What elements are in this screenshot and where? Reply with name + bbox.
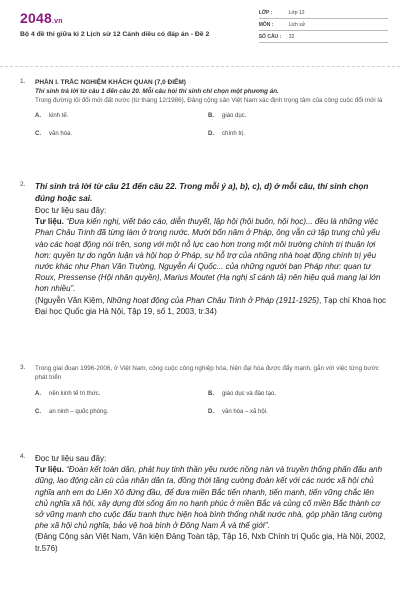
meta-value: Lớp 12 [288, 10, 305, 16]
option-b[interactable] [208, 391, 381, 409]
passage-intro: Đọc tư liệu sau đây: [35, 454, 107, 463]
page-header [0, 0, 400, 62]
meta-value: 32 [288, 34, 295, 40]
header-divider [0, 66, 400, 67]
question-3 [0, 364, 400, 453]
question-number: 4. [20, 453, 26, 460]
question-list [0, 78, 400, 554]
header-left [20, 10, 249, 62]
option-text: nền kinh tế tri thức. [49, 391, 101, 397]
question-2 [0, 181, 400, 364]
option-letter: A. [35, 113, 41, 119]
option-letter: C. [35, 409, 41, 415]
option-letter: B. [208, 391, 214, 397]
option-letter: B. [208, 113, 214, 119]
option-text: kinh tế. [49, 113, 69, 119]
source-passage [35, 464, 388, 531]
site-logo[interactable] [20, 10, 249, 26]
meta-row-class [259, 10, 388, 19]
question-number: 2. [20, 181, 26, 188]
option-a[interactable] [35, 391, 208, 409]
citation-rest: , Tạp chí Khoa học Đại học Quốc gia Hà Nội, Tập 19, số 1, 2003, tr.34) [35, 295, 387, 316]
option-letter: A. [35, 391, 41, 397]
question-number: 3. [20, 364, 26, 371]
exam-title: Bộ 4 đề thi giữa kì 2 Lịch sử 12 Cánh diều có đáp án - Đề 2 [20, 31, 210, 38]
passage-text: “Đoàn kết toàn dân, phát huy tinh thần yêu nước nồng nàn và truyền thống phấn đấu anh dũng, lao động cần cù của nhân dân ta, đồng thời tăng cường đoàn kết với các nước xã hội chủ nghĩa anh em do Liên Xô đứng đầu, để đưa miền Bắc tiến nhanh, tiến mạnh, tiến vững chắc lên chủ nghĩa xã hội, xây dựng đời sống ấm no hạnh phúc ở miền Bắc và củng cố miền Bắc thành cơ sở vững mạnh cho cuộc đấu tranh thực hiện hoà bình thống nhất nước nhà, góp phần tăng cường phe xã hội chủ nghĩa, bảo vệ hoà bình ở Đông Nam Á và thế giới”. [35, 465, 383, 531]
option-c[interactable] [35, 409, 208, 427]
meta-value: Lịch sử [288, 22, 306, 28]
section-heading: PHẦN I. TRẮC NGHIỆM KHÁCH QUAN (7,0 ĐIỂM) [35, 79, 186, 86]
option-c[interactable] [35, 131, 208, 149]
option-text: văn hóa – xã hội. [222, 409, 268, 415]
passage-citation: (Đảng Cộng sản Việt Nam, Văn kiện Đảng Toàn tập, Tập 16, Nxb Chính trị Quốc gia, Hà Nội, 2002, tr.576) [35, 532, 386, 553]
meta-row-subject [259, 19, 388, 31]
option-b[interactable] [208, 113, 381, 131]
exam-meta [249, 10, 388, 62]
option-text: an ninh – quốc phòng. [49, 409, 109, 415]
meta-row-count [259, 31, 388, 43]
source-passage [35, 216, 388, 294]
option-a[interactable] [35, 113, 208, 131]
answer-options [35, 391, 388, 427]
option-text: giáo dục và đào tạo. [222, 391, 277, 397]
answer-options [35, 113, 388, 149]
meta-key: LỚP : [258, 10, 273, 16]
passage-label: Tư liệu. [35, 217, 64, 227]
logo-suffix: .vn [51, 18, 63, 25]
meta-key: MÔN : [258, 22, 274, 28]
question-stem: Trong giai đoạn 1996-2006, ở Việt Nam, công cuộc công nghiệp hóa, hiện đại hóa được đẩy mạnh, gắn với việc từng bước phát triển [35, 365, 379, 381]
option-text: giáo dục. [222, 113, 247, 119]
passage-citation [35, 295, 388, 317]
option-d[interactable] [208, 409, 381, 427]
option-letter: C. [35, 131, 41, 137]
passage-text: “Đưa kiến nghị, viết báo cáo, diễn thuyết, lập hội (hội buôn, hội học)... đều là những việc Phan Châu Trinh đã từng làm ở trong nước. Mười bốn năm ở Pháp, ông vẫn cứ tập trung chủ yếu vào các hoạt động nói trên, song với một nỗ lực cao hơn trong một môi trường chính trị thuận lợi hơn: quyền tự do ngôn luận và hội họp ở Pháp, sự hỗ trợ của những nhà hoạt động chính trị yêu nước khác như Phan Văn Trường, Nguyễn Ái Quốc... của những người bạn Pháp như: quan tư Roux, Pressense (Hội nhân quyền), Marius Moutet (Hạ nghị sĩ cánh tả) nên hiệu quả mang lại lớn hơn nhiều”. [35, 217, 381, 294]
citation-prefix: (Nguyễn Văn Kiệm, [35, 295, 107, 305]
logo-main: 2048 [20, 10, 52, 26]
citation-title: Những hoạt động của Phan Châu Trinh ở Pháp (1911-1925) [106, 295, 320, 305]
option-text: văn hóa. [49, 131, 73, 137]
question-number: 1. [20, 78, 26, 85]
question-stem: Trong đường lối đổi mới đất nước (từ tháng 12/1986), Đảng cộng sản Việt Nam xác định trọng tâm của công cuộc đổi mới là [35, 97, 383, 104]
option-text: chính trị. [222, 131, 246, 137]
question-1 [0, 78, 400, 181]
option-d[interactable] [208, 131, 381, 149]
question-instruction: Thí sinh trả lời từ câu 21 đến câu 22. Trong mỗi ý a), b), c), d) ở mỗi câu, thí sinh chọn đúng hoặc sai. [35, 182, 369, 203]
meta-key: SỐ CÂU : [258, 34, 282, 40]
passage-intro: Đọc tư liệu sau đây: [35, 206, 107, 215]
option-letter: D. [208, 409, 214, 415]
passage-label: Tư liệu. [35, 465, 64, 475]
option-letter: D. [208, 131, 214, 137]
question-instruction: Thí sinh trả lời từ câu 1 đến câu 20. Mỗi câu hỏi thí sinh chỉ chọn một phương án. [35, 88, 279, 95]
question-4 [0, 453, 400, 554]
